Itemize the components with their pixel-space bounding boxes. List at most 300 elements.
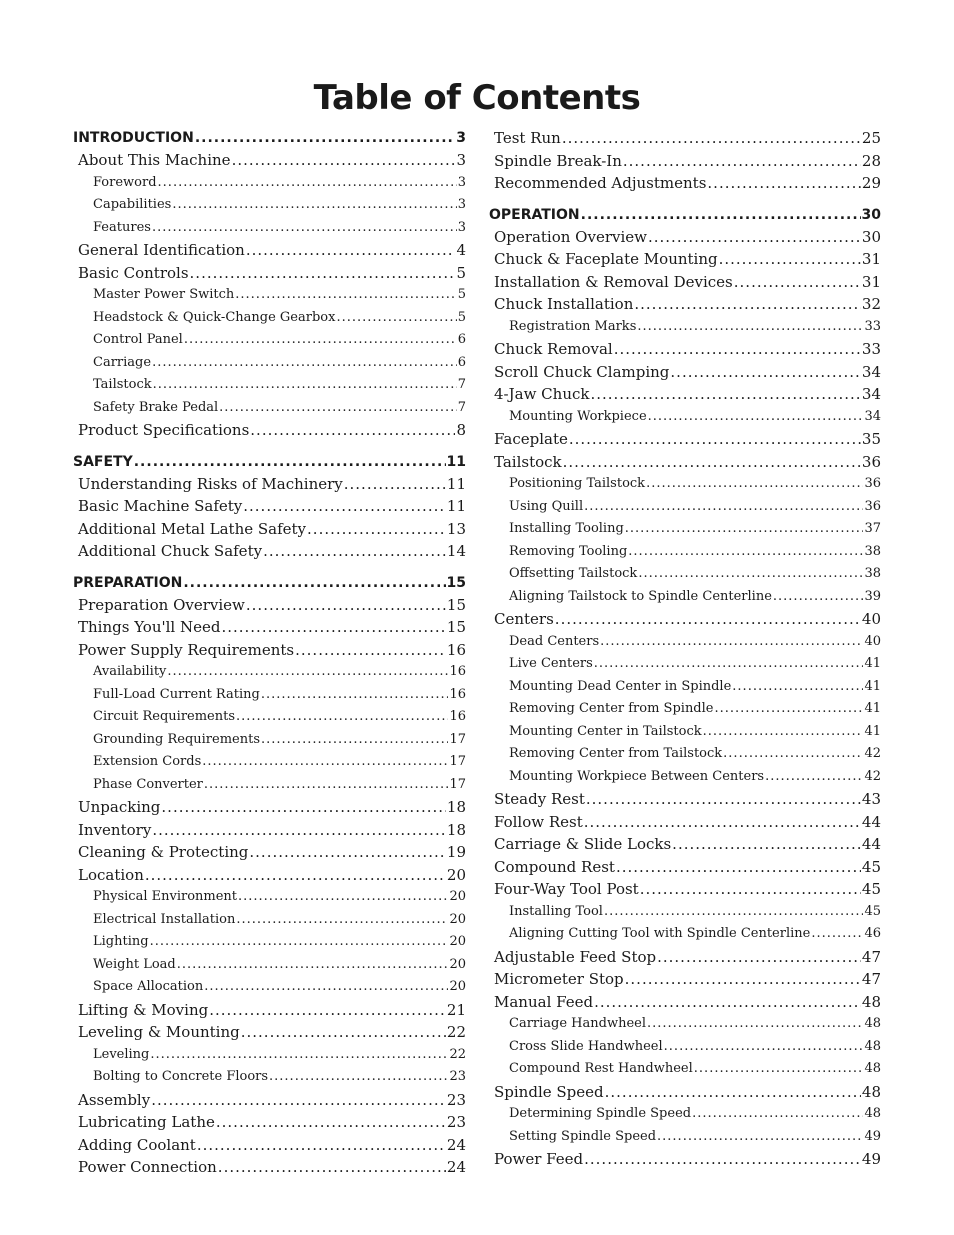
- dot-leader: [246, 594, 446, 617]
- toc-entry: [73, 999, 466, 1022]
- toc-entry-title: Faceplate: [494, 430, 568, 448]
- toc-entry-title: Basic Machine Safety: [78, 497, 243, 515]
- dot-leader: [151, 1089, 446, 1112]
- toc-entry: [489, 901, 881, 924]
- dot-leader: [307, 518, 446, 541]
- toc-entry-page: 16: [449, 709, 466, 724]
- toc-entry: [489, 788, 881, 811]
- page-title: Table of Contents: [313, 78, 641, 118]
- toc-entry-title: Headstock & Quick-Change Gearbox: [93, 309, 336, 325]
- dot-leader: [581, 204, 861, 226]
- toc-entry: [73, 639, 466, 662]
- toc-entry: [489, 856, 881, 879]
- toc-entry-title: Tailstock: [494, 452, 562, 471]
- toc-entry-title: Mounting Workpiece Between Centers: [509, 768, 765, 784]
- toc-entry-title: Aligning Tailstock to Spindle Centerline: [509, 588, 772, 604]
- toc-entry-page: 5: [456, 263, 466, 282]
- toc-entry: [489, 473, 881, 496]
- toc-entry-page: 22: [449, 1046, 466, 1062]
- toc-entry-page: 49: [864, 1128, 881, 1144]
- dot-leader: [249, 841, 446, 864]
- toc-entry: [73, 194, 466, 217]
- dot-leader: [221, 616, 445, 639]
- toc-entry-title: Safety Brake Pedal: [93, 399, 219, 415]
- toc-entry-page: 18: [446, 798, 466, 816]
- toc-entry-page: 15: [446, 574, 466, 591]
- toc-entry: [489, 248, 881, 271]
- toc-entry: [489, 721, 881, 744]
- toc-entry: [73, 864, 466, 887]
- toc-entry-title: SAFETY: [73, 453, 133, 470]
- dot-leader: [634, 293, 861, 316]
- dot-leader: [590, 383, 860, 406]
- toc-entry: [489, 541, 881, 564]
- dot-leader: [555, 608, 861, 631]
- toc-entry: [73, 495, 466, 518]
- toc-entry-page: 34: [861, 385, 881, 403]
- toc-entry-title: Power Connection: [78, 1158, 217, 1176]
- toc-entry: [73, 262, 466, 285]
- toc-entry: [73, 239, 466, 262]
- dot-leader: [628, 541, 863, 564]
- toc-entry-title: 4-Jaw Chuck: [494, 385, 590, 403]
- dot-leader: [236, 909, 448, 932]
- toc-entry-title: Carriage Handwheel: [509, 1016, 647, 1031]
- toc-entry-page: 49: [861, 1150, 881, 1168]
- toc-entry: [489, 1103, 881, 1126]
- toc-entry: [489, 226, 881, 249]
- toc-entry-page: 41: [864, 656, 881, 671]
- dot-leader: [773, 586, 864, 609]
- toc-entry-title: Compound Rest Handwheel: [509, 1061, 693, 1076]
- dot-leader: [647, 1013, 863, 1036]
- toc-entry: [489, 631, 881, 654]
- toc-entry-page: 32: [861, 295, 881, 313]
- toc-entry-title: Dead Centers: [509, 633, 600, 649]
- dot-leader: [594, 653, 864, 676]
- dot-leader: [261, 684, 449, 707]
- toc-entry-page: 7: [457, 399, 466, 415]
- toc-entry-page: 20: [449, 934, 466, 949]
- dot-leader: [648, 226, 861, 249]
- dot-leader: [344, 473, 446, 496]
- toc-entry-page: 4: [456, 241, 466, 259]
- dot-leader: [637, 316, 863, 339]
- toc-entry-title: Power Feed: [494, 1150, 584, 1168]
- toc-entry: [489, 150, 881, 173]
- toc-entry-page: 11: [446, 453, 466, 470]
- toc-entry: [489, 653, 881, 676]
- dot-leader: [202, 751, 448, 774]
- toc-entry-title: Extension Cords: [93, 754, 202, 769]
- dot-leader: [209, 999, 446, 1022]
- toc-entry-page: 36: [861, 452, 881, 471]
- toc-section-heading: [73, 127, 466, 149]
- toc-entry-title: Location: [78, 865, 144, 884]
- toc-entry-title: Scroll Chuck Clamping: [494, 362, 670, 381]
- toc-entry-page: 24: [446, 1135, 466, 1154]
- toc-entry-page: 45: [861, 857, 881, 876]
- toc-entry-title: Lifting & Moving: [78, 1000, 209, 1019]
- toc-entry-title: OPERATION: [489, 206, 580, 223]
- toc-entry-page: 19: [446, 843, 466, 861]
- toc-entry-title: Mounting Center in Tailstock: [509, 723, 702, 739]
- toc-entry-page: 39: [864, 588, 881, 604]
- dot-leader: [623, 150, 861, 173]
- toc-entry: [73, 397, 466, 420]
- toc-entry-page: 41: [864, 678, 881, 694]
- dot-leader: [765, 766, 863, 789]
- toc-entry: [73, 594, 466, 617]
- dot-leader: [562, 127, 861, 150]
- toc-entry: [73, 540, 466, 563]
- toc-entry-title: Carriage & Slide Locks: [494, 835, 672, 853]
- toc-entry-title: Mounting Dead Center in Spindle: [509, 678, 732, 694]
- dot-leader: [153, 374, 457, 397]
- toc-entry-title: Power Supply Requirements: [78, 640, 295, 659]
- toc-entry: [489, 428, 881, 451]
- toc-entry: [73, 473, 466, 496]
- dot-leader: [670, 361, 861, 384]
- dot-leader: [250, 419, 455, 442]
- toc-entry-page: 13: [446, 519, 466, 538]
- toc-entry-title: Lubricating Lathe: [78, 1113, 215, 1131]
- dot-leader: [692, 1103, 863, 1126]
- toc-entry-title: Installing Tooling: [509, 521, 624, 536]
- toc-entry-title: Electrical Installation: [93, 911, 236, 927]
- dot-leader: [732, 676, 863, 699]
- toc-entry: [489, 563, 881, 586]
- toc-entry-page: 30: [861, 227, 881, 246]
- toc-entry-page: 43: [861, 790, 881, 808]
- dot-leader: [218, 1156, 446, 1179]
- toc-entry-page: 48: [864, 1016, 881, 1031]
- toc-entry-title: Using Quill: [509, 498, 584, 514]
- toc-entry-title: About This Machine: [78, 151, 231, 169]
- toc-entry: [489, 127, 881, 150]
- toc-entry: [73, 976, 466, 999]
- toc-entry: [489, 383, 881, 406]
- toc-entry-page: 30: [861, 206, 881, 223]
- toc-entry: [73, 284, 466, 307]
- toc-entry-page: 31: [861, 272, 881, 291]
- dot-leader: [719, 248, 861, 271]
- toc-entry-title: Physical Environment: [93, 889, 238, 904]
- toc-entry-title: Carriage: [93, 354, 152, 370]
- toc-entry-page: 16: [449, 664, 466, 679]
- toc-entry-page: 17: [449, 776, 466, 792]
- dot-leader: [219, 397, 457, 420]
- toc-entry-title: Full-Load Current Rating: [93, 686, 260, 702]
- toc-entry-page: 42: [864, 768, 881, 784]
- toc-entry-page: 47: [861, 947, 881, 966]
- dot-leader: [594, 991, 861, 1014]
- dot-leader: [152, 352, 457, 375]
- toc-entry-title: Operation Overview: [494, 227, 647, 246]
- toc-entry-page: 35: [861, 430, 881, 448]
- dot-leader: [664, 1036, 864, 1059]
- toc-entry-title: Mounting Workpiece: [509, 408, 647, 424]
- toc-entry-title: Installing Tool: [509, 903, 603, 919]
- toc-entry-title: INTRODUCTION: [73, 130, 194, 146]
- toc-entry-page: 3: [457, 174, 466, 190]
- toc-entry: [73, 909, 466, 932]
- toc-entry-title: Weight Load: [93, 956, 176, 972]
- toc-entry: [73, 217, 466, 240]
- toc-entry-title: Test Run: [494, 129, 561, 147]
- dot-leader: [811, 923, 863, 946]
- toc-entry-title: Availability: [93, 664, 167, 679]
- toc-entry-title: Aligning Cutting Tool with Spindle Centerline: [509, 926, 811, 941]
- dot-leader: [150, 1044, 448, 1067]
- toc-column-left: [73, 127, 466, 1179]
- dot-leader: [236, 706, 448, 729]
- toc-entry-page: 37: [864, 521, 881, 536]
- toc-entry: [489, 878, 881, 901]
- dot-leader: [616, 856, 861, 879]
- dot-leader: [172, 194, 456, 217]
- toc-entry-page: 36: [864, 498, 881, 514]
- toc-entry-page: 46: [864, 926, 881, 941]
- toc-entry-page: 45: [864, 903, 881, 919]
- toc-entry: [489, 172, 881, 195]
- dot-leader: [183, 572, 445, 594]
- toc-entry: [489, 451, 881, 474]
- dot-leader: [204, 774, 449, 797]
- toc-entry-page: 41: [864, 701, 881, 716]
- toc-entry: [489, 518, 881, 541]
- toc-entry-page: 48: [864, 1061, 881, 1076]
- dot-leader: [150, 931, 449, 954]
- toc-entry-page: 48: [864, 1038, 881, 1054]
- toc-entry-page: 48: [864, 1106, 881, 1121]
- toc-entry: [73, 796, 466, 819]
- toc-entry-page: 3: [457, 197, 466, 212]
- toc-entry-title: Features: [93, 219, 151, 235]
- toc-entry-page: 11: [446, 497, 466, 515]
- toc-entry-title: Product Specifications: [78, 421, 250, 439]
- toc-entry-page: 15: [446, 595, 466, 614]
- dot-leader: [158, 172, 457, 195]
- toc-entry-title: Adding Coolant: [78, 1135, 196, 1154]
- dot-leader: [336, 307, 456, 330]
- toc-entry: [489, 361, 881, 384]
- dot-leader: [197, 1134, 446, 1157]
- toc-entry-title: Phase Converter: [93, 776, 203, 792]
- toc-entry: [73, 149, 466, 172]
- toc-entry-title: Foreword: [93, 174, 157, 190]
- toc-entry-page: 20: [449, 889, 466, 904]
- dot-leader: [723, 743, 863, 766]
- dot-leader: [235, 284, 456, 307]
- toc-entry-page: 24: [446, 1158, 466, 1176]
- toc-entry: [489, 271, 881, 294]
- toc-entry-title: Circuit Requirements: [93, 709, 236, 724]
- toc-entry: [73, 1134, 466, 1157]
- toc-entry-page: 16: [449, 686, 466, 702]
- dot-leader: [190, 262, 456, 285]
- toc-entry: [73, 307, 466, 330]
- toc-entry-page: 17: [449, 731, 466, 747]
- toc-entry-page: 22: [446, 1023, 466, 1041]
- dot-leader: [625, 518, 864, 541]
- toc-entry-title: Capabilities: [93, 197, 172, 212]
- toc-entry-page: 41: [864, 723, 881, 739]
- dot-leader: [657, 946, 861, 969]
- toc-entry-page: 28: [861, 151, 881, 170]
- toc-entry-title: Follow Rest: [494, 812, 583, 831]
- dot-leader: [241, 1021, 446, 1044]
- toc-entry-title: Grounding Requirements: [93, 731, 261, 747]
- dot-leader: [604, 901, 864, 924]
- toc-entry: [489, 991, 881, 1014]
- toc-entry: [73, 661, 466, 684]
- toc-entry: [489, 406, 881, 429]
- dot-leader: [584, 1148, 861, 1171]
- toc-entry: [489, 833, 881, 856]
- toc-entry: [489, 968, 881, 991]
- toc-entry: [489, 586, 881, 609]
- toc-entry: [73, 729, 466, 752]
- toc-entry: [489, 608, 881, 631]
- toc-entry: [73, 1044, 466, 1067]
- toc-entry-page: 20: [449, 979, 466, 994]
- toc-entry-page: 47: [861, 970, 881, 988]
- dot-leader: [625, 968, 861, 991]
- toc-entry: [489, 923, 881, 946]
- toc-entry-title: Leveling & Mounting: [78, 1023, 240, 1041]
- toc-entry-page: 20: [449, 911, 466, 927]
- toc-entry: [489, 338, 881, 361]
- toc-entry-page: 17: [449, 754, 466, 769]
- toc-entry-title: Determining Spindle Speed: [509, 1106, 692, 1121]
- toc-entry-title: Leveling: [93, 1046, 150, 1062]
- dot-leader: [563, 451, 861, 474]
- toc-entry-page: 20: [449, 956, 466, 972]
- dot-leader: [145, 864, 446, 887]
- toc-entry-title: Additional Chuck Safety: [78, 542, 263, 560]
- toc-entry-title: Removing Tooling: [509, 543, 628, 559]
- toc-entry-title: Additional Metal Lathe Safety: [78, 519, 307, 538]
- toc-entry-page: 5: [457, 309, 466, 325]
- dot-leader: [177, 954, 449, 977]
- dot-leader: [584, 496, 863, 519]
- toc-entry-title: Chuck Removal: [494, 340, 613, 358]
- toc-entry-page: 3: [457, 219, 466, 235]
- toc-entry: [489, 946, 881, 969]
- toc-entry-page: 6: [457, 354, 466, 370]
- dot-leader: [269, 1066, 448, 1089]
- dot-leader: [714, 698, 863, 721]
- toc-entry: [73, 1111, 466, 1134]
- toc-entry-title: Things You'll Need: [78, 618, 221, 636]
- toc-entry-title: Chuck Installation: [494, 295, 634, 313]
- toc-entry: [73, 172, 466, 195]
- toc-entry-page: 16: [446, 640, 466, 659]
- toc-entry: [489, 316, 881, 339]
- toc-entry-page: 48: [861, 992, 881, 1011]
- toc-entry-page: 33: [861, 340, 881, 358]
- toc-entry-title: Manual Feed: [494, 992, 594, 1011]
- toc-entry: [73, 931, 466, 954]
- toc-entry-title: Preparation Overview: [78, 595, 245, 614]
- toc-entry: [73, 374, 466, 397]
- toc-entry: [489, 766, 881, 789]
- toc-entry-page: 34: [861, 362, 881, 381]
- dot-leader: [134, 451, 446, 473]
- toc-entry-page: 20: [446, 865, 466, 884]
- dot-leader: [261, 729, 448, 752]
- toc-entry-page: 34: [864, 408, 881, 424]
- toc-entry-title: Four-Way Tool Post: [494, 880, 639, 898]
- toc-entry-page: 29: [861, 174, 881, 192]
- toc-entry-page: 31: [861, 250, 881, 268]
- toc-entry-page: 42: [864, 746, 881, 761]
- toc-entry-title: Live Centers: [509, 656, 593, 671]
- toc-entry-page: 25: [861, 129, 881, 147]
- dot-leader: [703, 721, 864, 744]
- dot-leader: [232, 149, 456, 172]
- toc-entry: [489, 1013, 881, 1036]
- toc-entry-page: 8: [456, 421, 466, 439]
- toc-entry-title: Basic Controls: [78, 263, 189, 282]
- dot-leader: [243, 495, 446, 518]
- toc-entry-page: 3: [456, 151, 466, 169]
- toc-entry-title: Centers: [494, 610, 554, 628]
- toc-entry-title: Cross Slide Handwheel: [509, 1038, 663, 1054]
- toc-entry-title: Master Power Switch: [93, 287, 235, 302]
- toc-entry-page: 45: [861, 880, 881, 898]
- toc-entry-page: 44: [861, 812, 881, 831]
- toc-entry: [73, 706, 466, 729]
- toc-entry: [489, 1126, 881, 1149]
- toc-entry-page: 48: [861, 1082, 881, 1101]
- toc-entry-page: 21: [446, 1000, 466, 1019]
- toc-entry: [489, 676, 881, 699]
- toc-entry-title: Chuck & Faceplate Mounting: [494, 250, 718, 268]
- toc-entry: [73, 616, 466, 639]
- toc-section-heading: [73, 572, 466, 594]
- toc-entry: [73, 329, 466, 352]
- toc-entry-title: Offsetting Tailstock: [509, 566, 638, 581]
- toc-entry-page: 44: [861, 835, 881, 853]
- toc-entry: [73, 1021, 466, 1044]
- dot-leader: [584, 811, 861, 834]
- dot-leader: [694, 1058, 864, 1081]
- toc-entry-title: PREPARATION: [73, 574, 183, 591]
- toc-entry-page: 40: [861, 610, 881, 628]
- toc-entry-title: Bolting to Concrete Floors: [93, 1069, 269, 1084]
- toc-entry-page: 23: [446, 1113, 466, 1131]
- toc-entry: [73, 841, 466, 864]
- toc-entry-page: 11: [446, 474, 466, 493]
- toc-entry: [489, 743, 881, 766]
- toc-entry-page: 23: [449, 1069, 466, 1084]
- toc-entry-page: 38: [864, 566, 881, 581]
- dot-leader: [246, 239, 456, 262]
- toc-entry: [73, 954, 466, 977]
- toc-entry-title: Unpacking: [78, 798, 161, 816]
- toc-entry: [489, 1148, 881, 1171]
- dot-leader: [600, 631, 863, 654]
- dot-leader: [167, 661, 448, 684]
- toc-entry-title: Registration Marks: [509, 318, 637, 334]
- toc-entry: [73, 419, 466, 442]
- toc-entry: [489, 496, 881, 519]
- toc-entry-page: 36: [864, 476, 881, 491]
- toc-entry-title: Adjustable Feed Stop: [494, 947, 657, 966]
- toc-entry-title: Compound Rest: [494, 857, 615, 876]
